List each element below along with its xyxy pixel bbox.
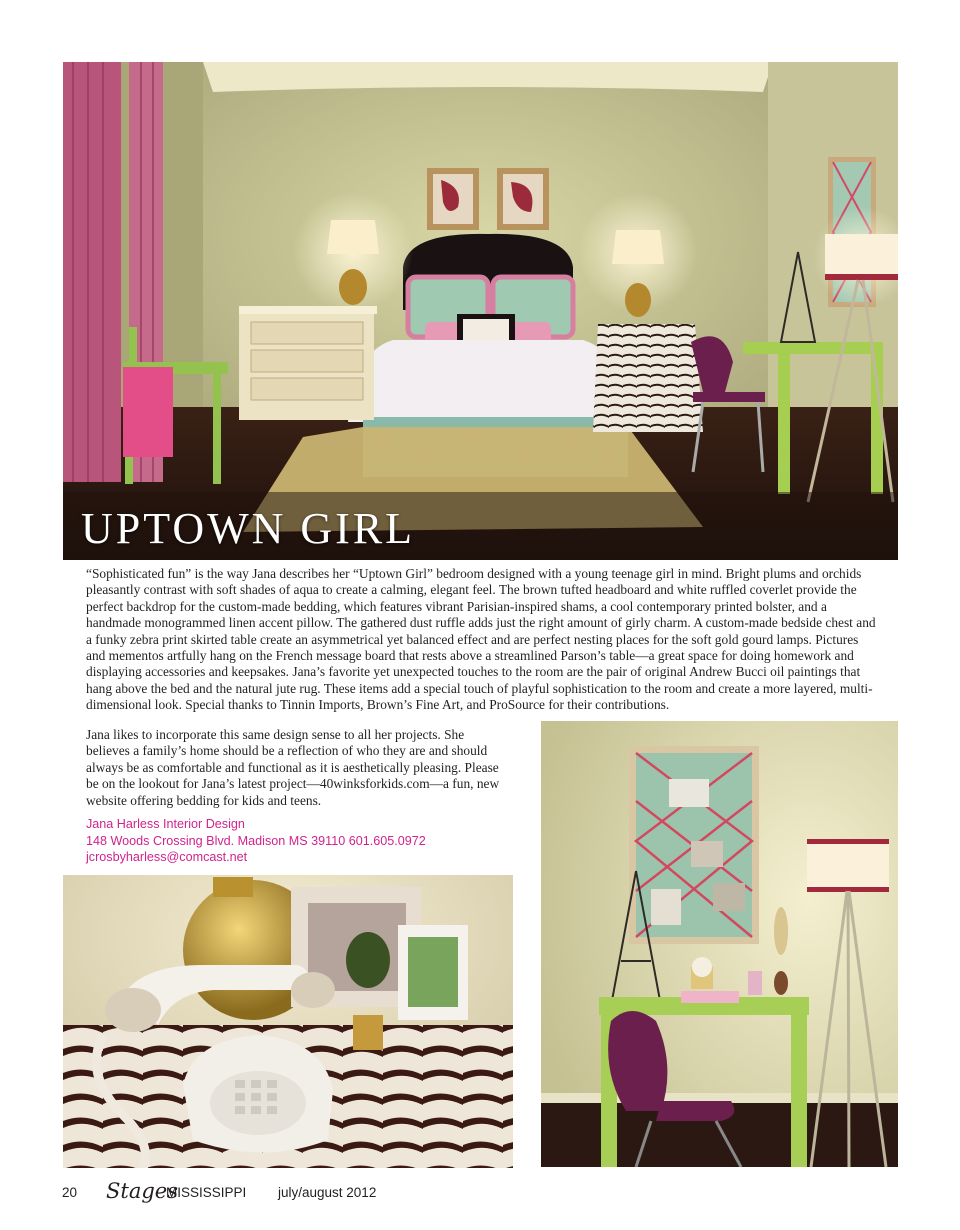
magazine-logo: Stages xyxy=(106,1179,178,1203)
desk-image xyxy=(541,721,898,1167)
designer-name: Jana Harless Interior Design xyxy=(86,817,245,831)
intro-paragraph: “Sophisticated fun” is the way Jana describes her “Uptown Girl” bedroom designed with a young teenage girl in mind. Bright plums and orchids pleasantly contrast with soft shades of aqua to create a calming, elegant feel. The brown tufted headboard and white ruffled coverlet provide the perfect backdrop for the custom-made bedding, which features vibrant Parisian-inspired shams, a cool contemporary printed bolster, and a handmade monogrammed linen accent pillow. The gathered dust ruffle adds just the right amount of girly charm. A custom-made bedside chest and a funky zebra print skirted table create an asymmetrical yet balanced effect and are perfect nesting places for the soft gold gourd lamps. Pictures and mementos artfully hang on the French message board that rests above a streamlined Parson’s table—a great space for doing homework and displaying accessories and keepsakes. Jana’s favorite yet unexpected touches to the room are the pair of original Andrew Bucci oil paintings that hang above the bed and the natural jute rug. These items add a special touch of playful sophistication to the room and create a more layered, multi-dimensional look. Special thanks to Tinnin Imports, Brown’s Fine Art, and ProSource for their contributions. xyxy=(86,566,876,713)
article-title: UPTOWN GIRL xyxy=(81,504,416,553)
hero-photo xyxy=(63,62,898,560)
designer-email[interactable]: jcrosbyharless@comcast.net xyxy=(86,850,248,865)
designer-contact xyxy=(86,816,526,866)
page-number: 20 xyxy=(62,1185,78,1200)
page-footer xyxy=(62,1181,562,1205)
magazine-region: MISSISSIPPI xyxy=(166,1185,247,1200)
telephone-image xyxy=(63,875,513,1168)
designer-address: 148 Woods Crossing Blvd. Madison MS 39110 601.605.0972 xyxy=(86,833,426,848)
second-paragraph: Jana likes to incorporate this same design sense to all her projects. She believes a family’s home should be a reflection of who they are and should always be as comfortable and functional as it is aesthetically pleasing. Please be on the lookout for Jana’s latest project—40winksforkids.com—a fun, new website offering bedding for kids and teens. xyxy=(86,727,500,808)
telephone-photo xyxy=(63,875,513,1168)
desk-photo xyxy=(541,721,898,1167)
bedroom-image xyxy=(63,62,898,560)
issue-date: july/august 2012 xyxy=(278,1185,377,1200)
